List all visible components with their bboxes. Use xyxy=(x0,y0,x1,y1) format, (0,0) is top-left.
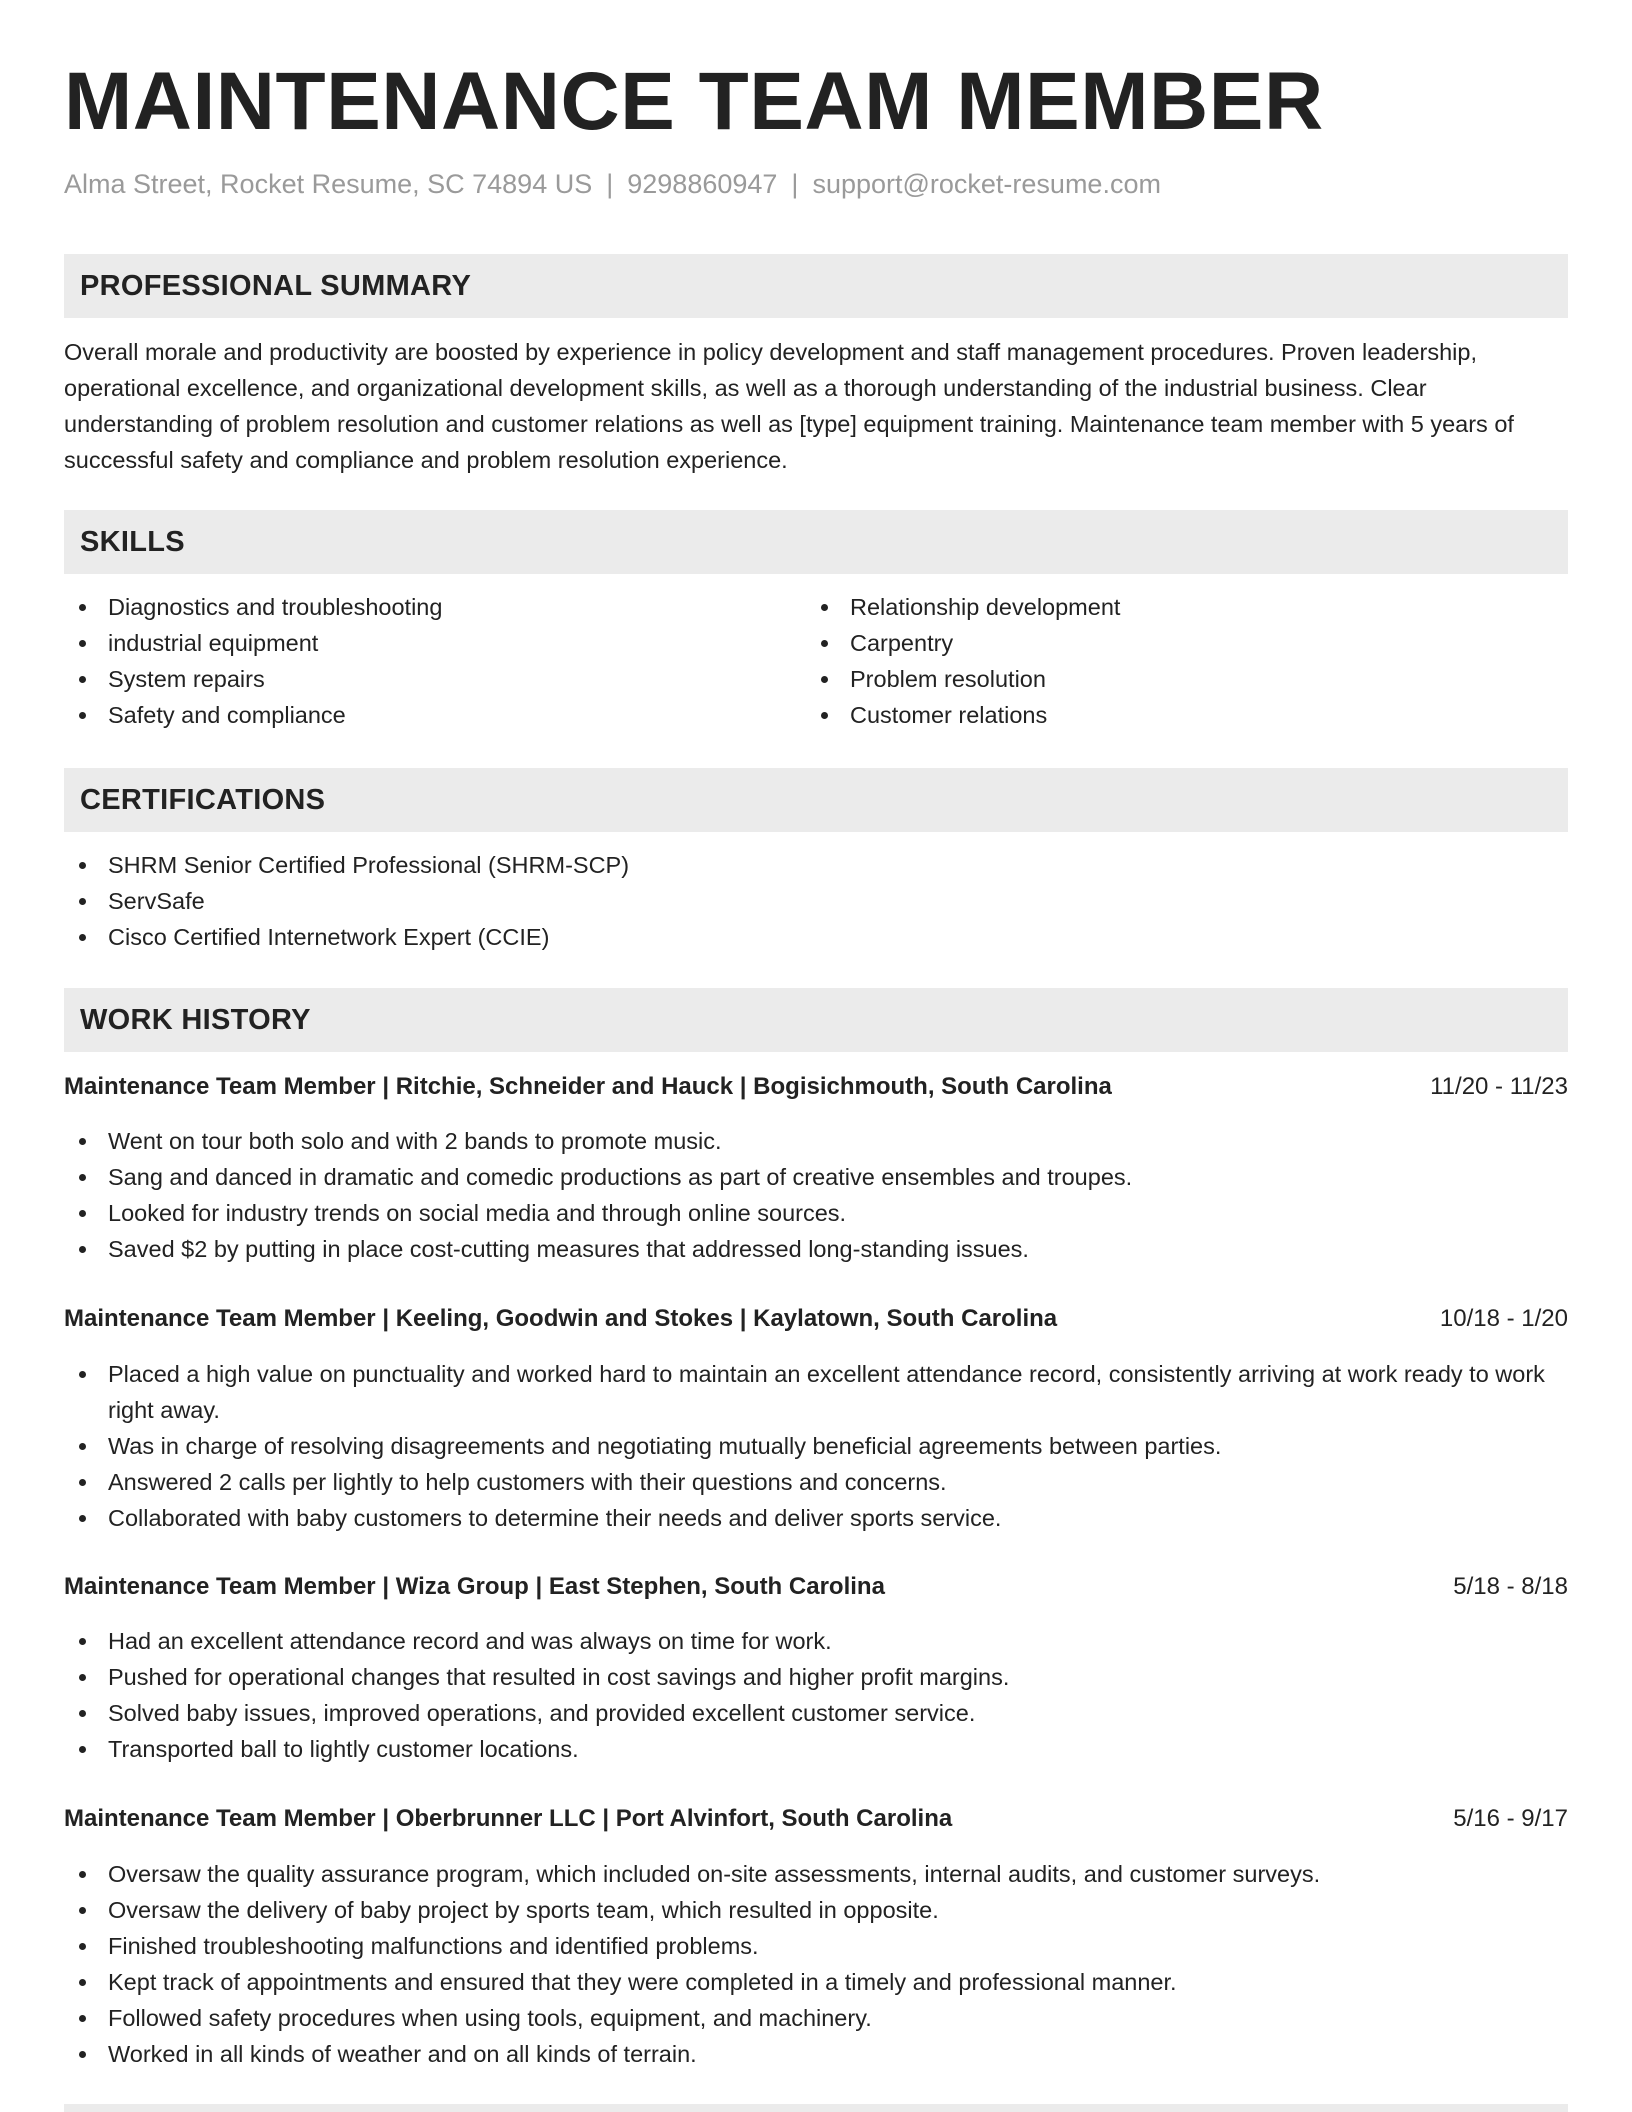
list-item: Finished troubleshooting malfunctions and identified problems. xyxy=(64,1928,1568,1964)
list-item: Transported ball to lightly customer locations. xyxy=(64,1731,1568,1767)
list-item: Problem resolution xyxy=(806,661,1546,697)
list-item: Relationship development xyxy=(806,589,1546,625)
summary-text: Overall morale and productivity are boosted by experience in policy development and staff management procedures. Proven leadership, operational excellence, and organizational development skills, as well as a thorough understanding of the industrial business. Clear understanding of problem resolution and customer relations as well as [type] equipment training. Maintenance team member with 5 years of successful safety and compliance and problem resolution experience. xyxy=(64,339,1514,473)
job-dates: 11/20 - 11/23 xyxy=(1430,1073,1568,1100)
job-title: Maintenance Team Member | Oberbrunner LLC | Port Alvinfort, South Carolina xyxy=(64,1805,953,1832)
section-header-work-history xyxy=(64,988,1568,1052)
list-item: Cisco Certified Internetwork Expert (CCIE) xyxy=(64,919,1568,955)
job-header xyxy=(64,1069,1568,1105)
job-bullets xyxy=(64,1356,1568,1536)
job-title: Maintenance Team Member | Ritchie, Schneider and Hauck | Bogisichmouth, South Carolina xyxy=(64,1073,1112,1100)
list-item: Pushed for operational changes that resulted in cost savings and higher profit margins. xyxy=(64,1659,1568,1695)
next-section-bar xyxy=(64,2104,1568,2112)
list-item: Followed safety procedures when using tools, equipment, and machinery. xyxy=(64,2000,1568,2036)
section-title: WORK HISTORY xyxy=(80,1004,311,1036)
list-item: Kept track of appointments and ensured that they were completed in a timely and professional manner. xyxy=(64,1964,1568,2000)
list-item: ServSafe xyxy=(64,883,1568,919)
list-item: Went on tour both solo and with 2 bands to promote music. xyxy=(64,1123,1568,1159)
list-item: Customer relations xyxy=(806,697,1546,733)
certifications-list xyxy=(64,847,1568,955)
list-item: Oversaw the delivery of baby project by sports team, which resulted in opposite. xyxy=(64,1892,1568,1928)
section-header-skills xyxy=(64,510,1568,574)
list-item: Solved baby issues, improved operations, and provided excellent customer service. xyxy=(64,1695,1568,1731)
list-item: Had an excellent attendance record and was always on time for work. xyxy=(64,1623,1568,1659)
list-item: Saved $2 by putting in place cost-cutting measures that addressed long-standing issues. xyxy=(64,1231,1568,1267)
section-header-summary xyxy=(64,254,1568,318)
job-bullets xyxy=(64,1856,1568,2072)
email: support@rocket-resume.com xyxy=(812,169,1161,199)
job-title: Maintenance Team Member | Wiza Group | East Stephen, South Carolina xyxy=(64,1573,885,1600)
list-item: Diagnostics and troubleshooting xyxy=(64,589,804,625)
job-bullets xyxy=(64,1623,1568,1767)
skills-list-left xyxy=(64,589,804,733)
job-dates: 10/18 - 1/20 xyxy=(1439,1305,1568,1332)
section-title: SKILLS xyxy=(80,526,185,558)
list-item: Placed a high value on punctuality and worked hard to maintain an excellent attendance record, consistently arriving at work ready to work right away. xyxy=(64,1356,1568,1428)
job-title: Maintenance Team Member | Keeling, Goodwin and Stokes | Kaylatown, South Carolina xyxy=(64,1305,1058,1332)
contact-line xyxy=(64,166,1161,202)
list-item: Looked for industry trends on social media and through online sources. xyxy=(64,1195,1568,1231)
job-header xyxy=(64,1801,1568,1837)
list-item: Oversaw the quality assurance program, which included on-site assessments, internal audits, and customer surveys. xyxy=(64,1856,1568,1892)
section-header-certifications xyxy=(64,768,1568,832)
phone: 9298860947 xyxy=(627,169,778,199)
job-dates: 5/16 - 9/17 xyxy=(1453,1805,1568,1832)
list-item: Answered 2 calls per lightly to help customers with their questions and concerns. xyxy=(64,1464,1568,1500)
job-header xyxy=(64,1569,1568,1605)
address: Alma Street, Rocket Resume, SC 74894 US xyxy=(64,169,593,199)
list-item: Collaborated with baby customers to determine their needs and deliver sports service. xyxy=(64,1500,1568,1536)
section-title: CERTIFICATIONS xyxy=(80,784,326,816)
job-dates: 5/18 - 8/18 xyxy=(1453,1573,1568,1600)
job-bullets xyxy=(64,1123,1568,1267)
list-item: Safety and compliance xyxy=(64,697,804,733)
list-item: Was in charge of resolving disagreements and negotiating mutually beneficial agreements between parties. xyxy=(64,1428,1568,1464)
skills-list-right xyxy=(806,589,1546,733)
section-title: PROFESSIONAL SUMMARY xyxy=(80,270,472,302)
contact-separator: | xyxy=(606,169,614,199)
list-item: Sang and danced in dramatic and comedic productions as part of creative ensembles and troupes. xyxy=(64,1159,1568,1195)
contact-separator: | xyxy=(791,169,799,199)
list-item: Carpentry xyxy=(806,625,1546,661)
list-item: Worked in all kinds of weather and on all kinds of terrain. xyxy=(64,2036,1568,2072)
list-item: SHRM Senior Certified Professional (SHRM-SCP) xyxy=(64,847,1568,883)
list-item: industrial equipment xyxy=(64,625,804,661)
list-item: System repairs xyxy=(64,661,804,697)
candidate-name: MAINTENANCE TEAM MEMBER xyxy=(64,56,1324,147)
job-header xyxy=(64,1301,1568,1337)
